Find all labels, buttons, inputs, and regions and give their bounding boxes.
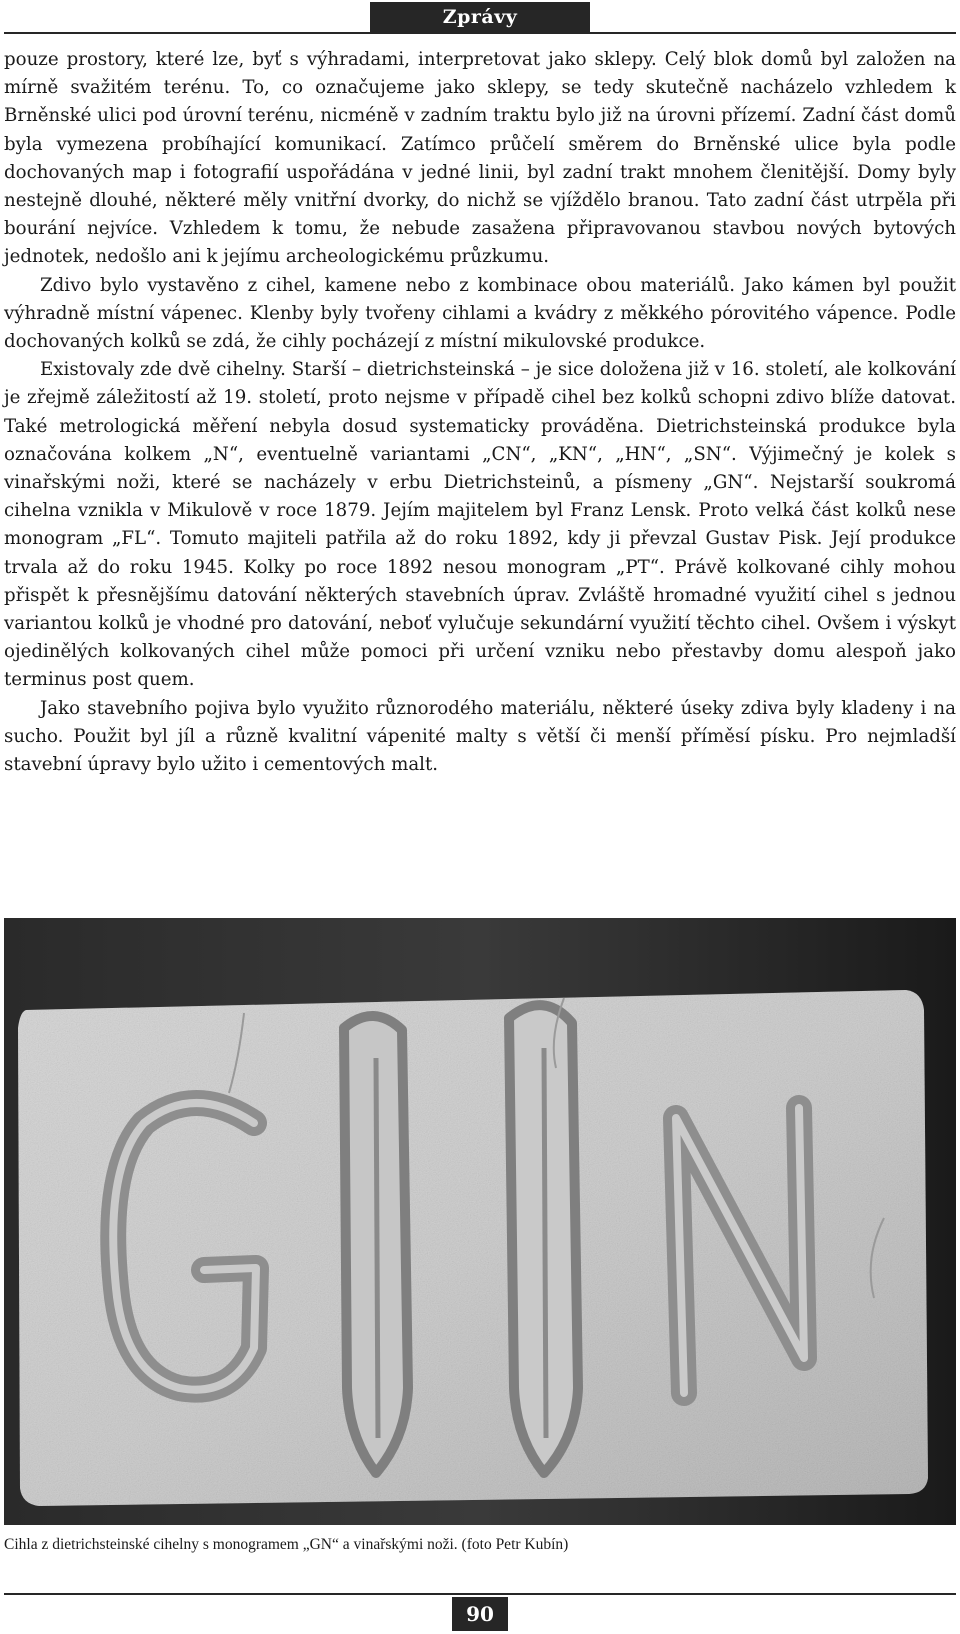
brick-photo-drawing bbox=[4, 918, 956, 1525]
article-body bbox=[4, 46, 956, 779]
header-rule bbox=[4, 32, 956, 34]
paragraph-4: Jako stavebního pojiva bylo využito různorodého materiálu, některé úseky zdiva byly kladeny i na sucho. Použit byl jíl a různě kvalitní vápenité malty s větší či menší příměsí písku. Pro nejmladší stavební úpravy bylo užito i cementových malt. bbox=[4, 697, 956, 776]
page-number bbox=[452, 1597, 508, 1631]
brick-photo bbox=[4, 918, 956, 1525]
paragraph-1: pouze prostory, které lze, byť s výhradami, interpretovat jako sklepy. Celý blok domů byl založen na mírně svažitém terénu. To, co označujeme jako sklepy, se tedy skutečně nacházelo vzhledem k Brněnské ulici pod úrovní terénu, nicméně v zadním traktu bylo již na úrovni přízemí. Zadní část domů byla vymezena probíhající komunikací. Zatímco průčelí směrem do Brněnské ulice byla podle dochovaných map i fotografií uspořádána v jedné linii, byl zadní trakt mnohem členitější. Domy byly nestejně dlouhé, některé měly vnitřní dvorky, do nichž se vjíždělo branou. Tato zadní část utrpěla při bourání nejvíce. Vzhledem k tomu, že nebude zasažena připravovanou stavbou nových bytových jednotek, nedošlo ani k jejímu archeologickému průzkumu. bbox=[4, 49, 956, 268]
section-header bbox=[370, 2, 590, 32]
figure-caption: Cihla z dietrichsteinské cihelny s monogramem „GN“ a vinařskými noži. (foto Petr Kubín) bbox=[4, 1536, 569, 1553]
footer-rule bbox=[4, 1593, 956, 1595]
page-number-text: 90 bbox=[466, 1602, 494, 1626]
paragraph-2: Zdivo bylo vystavěno z cihel, kamene nebo z kombinace obou materiálů. Jako kámen byl použit výhradně místní vápenec. Klenby byly tvořeny cihlami a kvádry z měkkého pórovitého vápence. Podle dochovaných kolků se zdá, že cihly pocházejí z místní mikulovské produkce. bbox=[4, 274, 956, 353]
section-title: Zprávy bbox=[442, 6, 518, 28]
paragraph-3: Existovaly zde dvě cihelny. Starší – dietrichsteinská – je sice doložena již v 16. století, ale kolkování je zřejmě záležitostí až 19. století, proto nejsme v případě cihel bez kolků schopni zdivo blíže datovat. Také metrologická měření nebyla dosud systematicky prováděna. Dietrichsteinská produkce byla označována kolkem „N“, eventuelně variantami „CN“, „KN“, „HN“, „SN“. Výjimečný je kolek s vinařskými noži, které se nacházely v erbu Dietrichsteinů, a písmeny „GN“. Nejstarší soukromá cihelna vznikla v Mikulově v roce 1879. Jejím majitelem byl Franz Lensk. Proto velká část kolků nese monogram „FL“. Tomuto majiteli patřila až do roku 1892, kdy ji převzal Gustav Pisk. Její produkce trvala až do roku 1945. Kolky po roce 1892 nesou monogram „PT“. Právě kolkované cihly mohou přispět k přesnějšímu datování některých stavebních úprav. Zvláště hromadné využití cihel s jednou variantou kolků je vhodné pro datování, neboť vylučuje sekundární využití těchto cihel. Ovšem i výskyt ojedinělých kolkovaných cihel může pomoci při určení vzniku nebo přestavby domu alespoň jako terminus post quem. bbox=[4, 359, 956, 691]
